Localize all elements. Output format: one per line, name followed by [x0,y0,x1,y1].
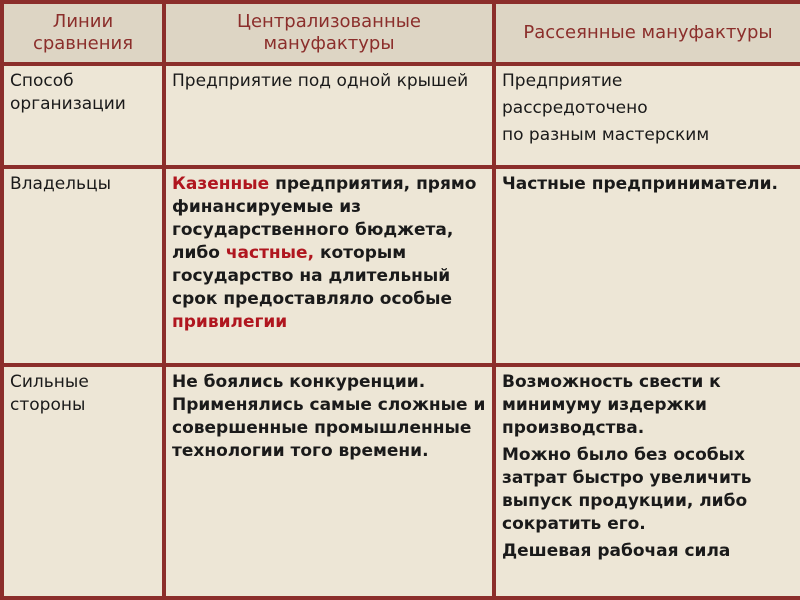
organization-dispersed-line: по разным мастерским [502,124,710,145]
row-strengths [2,365,800,598]
owners-text-1: предприятия, прямо финансируемые из государственного бюджета, либо [172,174,477,263]
accent-private: частные, [225,242,315,263]
header-comparison-lines: Линии сравнения [2,2,164,64]
accent-privileges: привилегии [172,311,288,332]
strengths-dispersed-line: Можно было без особых затрат быстро увеличить выпуск продукции, либо сократить его. [502,444,752,534]
row-organization [2,64,800,167]
header-dispersed: Рассеянные мануфактуры [494,2,800,64]
organization-centralized: Предприятие под одной крышей [164,64,494,167]
owners-dispersed: Частные предприниматели. [494,167,800,365]
organization-dispersed-line: рассредоточено [502,97,648,118]
accent-state-owned: Казенные [172,174,270,194]
header-centralized: Централизованные мануфактуры [164,2,494,64]
row-label-strengths: Сильные стороны [2,365,164,598]
organization-dispersed [494,64,800,167]
header-row [2,2,800,64]
owners-centralized [164,167,494,365]
strengths-dispersed-line: Дешевая рабочая сила [502,540,731,561]
organization-dispersed-line: Предприятие [502,71,623,91]
strengths-dispersed-line: Возможность свести к минимуму издержки производства. [502,372,721,438]
row-label-organization: Способ организации [2,64,164,167]
row-owners [2,167,800,365]
strengths-dispersed [494,365,800,598]
strengths-centralized: Не боялись конкуренции. Применялись самые сложные и совершенные промышленные технологии того времени. [164,365,494,598]
owners-text-2: которым государство на длительный срок предоставляло особые [172,242,453,309]
row-label-owners: Владельцы [2,167,164,365]
